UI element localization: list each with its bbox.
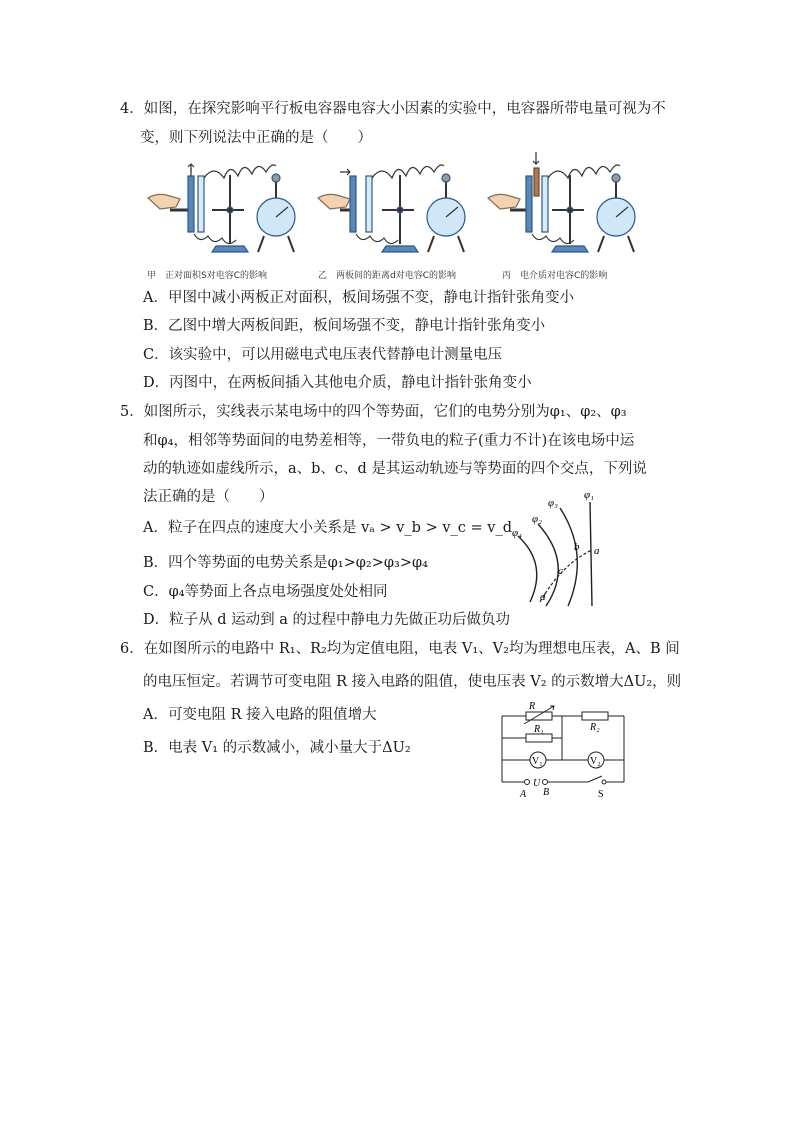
label-r: R — [529, 701, 536, 712]
label-b: B — [543, 787, 550, 798]
q6-circuit-figure — [496, 700, 631, 800]
q6-option-b: B．电表 V₁ 的示数减小，减小量大于ΔU₂ — [143, 740, 411, 756]
q4-caption-jia: 甲 正对面积S对电容C的影响 — [147, 271, 267, 281]
label-a: A — [520, 789, 527, 800]
q4-capacitor-figure — [140, 150, 660, 268]
q5-option-c: C．φ₄等势面上各点电场强度处处相同 — [143, 584, 388, 600]
label-r2: R₂ — [590, 722, 600, 733]
label-v2: V₂ — [590, 756, 601, 767]
label-r1: R₁ — [534, 724, 544, 735]
q4-option-a: A．甲图中减小两板正对面积，板间场强不变，静电计指针张角变小 — [143, 290, 574, 306]
label-s: S — [598, 789, 604, 800]
q5-option-a: A．粒子在四点的速度大小关系是 vₐ > v_b > v_c = v_d — [143, 520, 512, 536]
q6-option-a: A．可变电阻 R 接入电路的阻值增大 — [143, 707, 377, 723]
phi4-label: φ₄ — [512, 527, 522, 539]
phi2-label: φ₂ — [532, 513, 542, 525]
point-c-label: c — [558, 565, 563, 577]
q5-stem-line3: 动的轨迹如虚线所示，a、b、c、d 是其运动轨迹与等势面的四个交点，下列说 — [143, 461, 647, 477]
q6-stem-line2: 的电压恒定。若调节可变电阻 R 接入电路的阻值，使电压表 V₂ 的示数增大ΔU₂，则 — [143, 674, 682, 690]
q5-stem-line2: 和φ₄，相邻等势面间的电势差相等，一带负电的粒子(重力不计)在该电场中运 — [143, 433, 635, 449]
point-b-label: b — [574, 541, 580, 553]
q4-stem-line1: 4．如图，在探究影响平行板电容器电容大小因素的实验中，电容器所带电量可视为不 — [120, 101, 666, 117]
point-a-label: a — [594, 545, 600, 557]
q4-stem-line2: 变，则下列说法中正确的是（ ） — [140, 130, 372, 146]
q4-option-c: C．该实验中，可以用磁电式电压表代替静电计测量电压 — [143, 347, 503, 363]
q4-option-d: D．丙图中，在两板间插入其他电介质，静电计指针张角变小 — [143, 375, 532, 391]
q5-stem-line1: 5．如图所示，实线表示某电场中的四个等势面，它们的电势分别为φ₁、φ₂、φ₃ — [120, 404, 627, 420]
q4-caption-bing: 丙 电介质对电容C的影响 — [502, 271, 608, 281]
phi1-label: φ₁ — [584, 489, 594, 501]
panel-jia — [148, 164, 295, 252]
phi3-label: φ₃ — [548, 497, 558, 509]
label-u: U — [533, 778, 541, 789]
q5-option-d: D．粒子从 d 运动到 a 的过程中静电力先做正功后做负功 — [143, 612, 510, 628]
q5-stem-line4: 法正确的是（ ） — [143, 489, 274, 505]
point-d-label: d — [540, 591, 546, 603]
q4-caption-yi: 乙 两板间的距离d对电容C的影响 — [318, 271, 456, 281]
panel-bing — [488, 152, 635, 252]
q5-equipotential-figure — [508, 484, 618, 608]
q5-option-b: B．四个等势面的电势关系是φ₁>φ₂>φ₃>φ₄ — [143, 555, 428, 571]
q6-stem-line1: 6．在如图所示的电路中 R₁、R₂均为定值电阻，电表 V₁、V₂均为理想电压表，A、B 间 — [120, 641, 680, 657]
q4-option-b: B．乙图中增大两板间距，板间场强不变，静电计指针张角变小 — [143, 318, 546, 334]
panel-yi — [318, 165, 465, 252]
label-v1: V₁ — [532, 756, 543, 767]
